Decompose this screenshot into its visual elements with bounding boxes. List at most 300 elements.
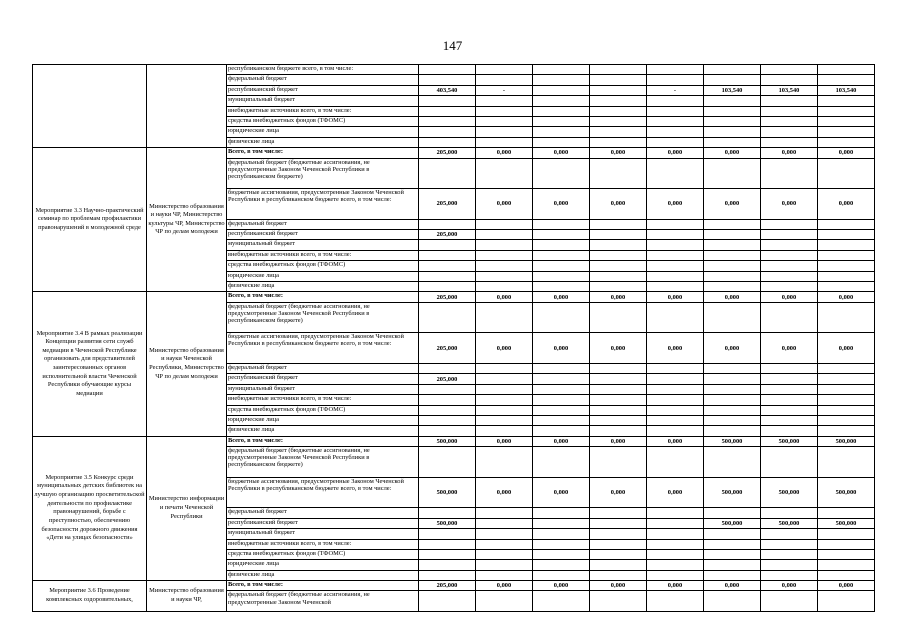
amount-cell — [419, 364, 476, 374]
amount-cell: 500,000 — [818, 436, 875, 446]
amount-cell — [818, 230, 875, 240]
amount-cell — [476, 96, 533, 106]
amount-cell — [647, 96, 704, 106]
amount-cell: 0,000 — [590, 148, 647, 158]
amount-cell — [590, 405, 647, 415]
amount-cell — [533, 219, 590, 229]
amount-cell — [647, 374, 704, 384]
amount-cell: 103,540 — [704, 85, 761, 95]
event-cell: Мероприятие 3.5 Конкурс среди муниципальных детских библиотек на лучшую организацию просветительской деятельности по профилактике правонарушений, борьбе с преступностью, обеспечению безопасности дорожного движения «Дети на улицах безопасности» — [33, 436, 147, 580]
amount-cell — [533, 116, 590, 126]
amount-cell — [476, 250, 533, 260]
amount-cell — [476, 127, 533, 137]
funding-source-label: средства внебюджетных фондов (ТФОМС) — [227, 116, 419, 126]
amount-cell — [590, 271, 647, 281]
amount-cell — [704, 591, 761, 611]
amount-cell — [704, 539, 761, 549]
amount-cell — [476, 560, 533, 570]
executor-cell — [147, 65, 227, 148]
amount-cell — [533, 85, 590, 95]
amount-cell — [419, 508, 476, 518]
funding-source-label: федеральный бюджет (бюджетные ассигнования, не предусмотренные Законом Чеченской Республики в республиканском бюджете) — [227, 447, 419, 478]
amount-cell — [818, 508, 875, 518]
amount-cell — [533, 75, 590, 85]
amount-cell: 0,000 — [476, 436, 533, 446]
amount-cell — [533, 395, 590, 405]
amount-cell — [647, 230, 704, 240]
amount-cell — [590, 539, 647, 549]
amount-cell: 0,000 — [818, 333, 875, 364]
funding-source-label: средства внебюджетных фондов (ТФОМС) — [227, 261, 419, 271]
amount-cell — [761, 75, 818, 85]
amount-cell — [590, 426, 647, 436]
amount-cell — [761, 302, 818, 333]
funding-source-label: муниципальный бюджет — [227, 240, 419, 250]
amount-cell — [818, 158, 875, 189]
amount-cell — [419, 271, 476, 281]
amount-cell: 205,000 — [419, 292, 476, 302]
amount-cell — [704, 137, 761, 147]
amount-cell — [419, 261, 476, 271]
amount-cell — [761, 539, 818, 549]
amount-cell — [647, 405, 704, 415]
amount-cell — [818, 549, 875, 559]
amount-cell: 0,000 — [704, 292, 761, 302]
funding-source-label: муниципальный бюджет — [227, 96, 419, 106]
amount-cell — [761, 570, 818, 580]
amount-cell — [704, 508, 761, 518]
funding-source-label: юридические лица — [227, 560, 419, 570]
amount-cell — [476, 395, 533, 405]
amount-cell — [761, 426, 818, 436]
table-row — [33, 65, 875, 75]
funding-source-label: федеральный бюджет (бюджетные ассигнования, не предусмотренные Законом Чеченской Республики в республиканском бюджете) — [227, 158, 419, 189]
amount-cell — [818, 65, 875, 75]
amount-cell — [704, 364, 761, 374]
amount-cell — [476, 426, 533, 436]
amount-cell — [647, 106, 704, 116]
amount-cell: 0,000 — [761, 581, 818, 591]
amount-cell — [476, 219, 533, 229]
amount-cell — [818, 137, 875, 147]
amount-cell — [761, 261, 818, 271]
amount-cell — [533, 271, 590, 281]
amount-cell: 205,000 — [419, 581, 476, 591]
amount-cell — [476, 261, 533, 271]
amount-cell: 0,000 — [533, 292, 590, 302]
funding-source-label: Всего, в том числе: — [227, 148, 419, 158]
amount-cell — [476, 240, 533, 250]
amount-cell — [818, 271, 875, 281]
funding-source-label: федеральный бюджет — [227, 508, 419, 518]
amount-cell — [419, 384, 476, 394]
amount-cell — [533, 282, 590, 292]
amount-cell: 205,000 — [419, 189, 476, 220]
amount-cell — [761, 549, 818, 559]
amount-cell — [761, 374, 818, 384]
amount-cell — [647, 158, 704, 189]
amount-cell — [761, 158, 818, 189]
funding-source-label: средства внебюджетных фондов (ТФОМС) — [227, 549, 419, 559]
funding-source-label: внебюджетные источники всего, в том числе: — [227, 250, 419, 260]
amount-cell — [704, 116, 761, 126]
amount-cell — [761, 250, 818, 260]
funding-source-label: внебюджетные источники всего, в том числе: — [227, 106, 419, 116]
amount-cell — [590, 374, 647, 384]
amount-cell: 0,000 — [533, 477, 590, 508]
amount-cell — [818, 539, 875, 549]
amount-cell: 500,000 — [419, 436, 476, 446]
amount-cell — [476, 106, 533, 116]
amount-cell: 0,000 — [590, 292, 647, 302]
amount-cell: 205,000 — [419, 374, 476, 384]
amount-cell: 0,000 — [533, 581, 590, 591]
amount-cell: 500,000 — [761, 477, 818, 508]
amount-cell — [647, 364, 704, 374]
amount-cell — [533, 96, 590, 106]
amount-cell — [761, 395, 818, 405]
amount-cell — [818, 302, 875, 333]
amount-cell — [647, 570, 704, 580]
amount-cell — [761, 415, 818, 425]
amount-cell — [818, 106, 875, 116]
amount-cell: 0,000 — [647, 292, 704, 302]
amount-cell — [647, 395, 704, 405]
amount-cell — [590, 85, 647, 95]
amount-cell — [533, 508, 590, 518]
amount-cell: 0,000 — [704, 333, 761, 364]
amount-cell — [590, 65, 647, 75]
amount-cell — [533, 539, 590, 549]
amount-cell — [476, 364, 533, 374]
amount-cell — [818, 240, 875, 250]
funding-source-label: физические лица — [227, 282, 419, 292]
amount-cell: 0,000 — [533, 148, 590, 158]
amount-cell — [704, 75, 761, 85]
amount-cell: 0,000 — [818, 148, 875, 158]
amount-cell: 0,000 — [590, 333, 647, 364]
amount-cell — [476, 518, 533, 528]
amount-cell — [590, 549, 647, 559]
amount-cell — [704, 415, 761, 425]
funding-source-label: бюджетные ассигнования, предусмотренные Законом Чеченской Республики в республиканском бюджете всего, в том числе: — [227, 477, 419, 508]
amount-cell — [647, 447, 704, 478]
amount-cell — [533, 158, 590, 189]
funding-source-label: республиканском бюджете всего, в том числе: — [227, 65, 419, 75]
amount-cell: 0,000 — [647, 436, 704, 446]
amount-cell — [647, 549, 704, 559]
amount-cell: 0,000 — [590, 436, 647, 446]
amount-cell — [419, 302, 476, 333]
event-cell: Мероприятие 3.3 Научно-практический семинар по проблемам профилактики правонарушений в молодежной среде — [33, 148, 147, 292]
amount-cell — [533, 591, 590, 611]
amount-cell — [476, 271, 533, 281]
amount-cell — [419, 282, 476, 292]
amount-cell: - — [647, 85, 704, 95]
amount-cell — [590, 75, 647, 85]
amount-cell: 500,000 — [818, 518, 875, 528]
amount-cell — [704, 230, 761, 240]
amount-cell — [704, 570, 761, 580]
amount-cell — [761, 447, 818, 478]
amount-cell — [704, 158, 761, 189]
amount-cell: 0,000 — [818, 189, 875, 220]
budget-table — [32, 64, 875, 612]
amount-cell — [419, 539, 476, 549]
amount-cell: 0,000 — [704, 148, 761, 158]
amount-cell — [761, 116, 818, 126]
amount-cell — [818, 415, 875, 425]
amount-cell — [476, 158, 533, 189]
amount-cell — [533, 302, 590, 333]
amount-cell — [419, 65, 476, 75]
amount-cell — [590, 261, 647, 271]
funding-source-label: республиканский бюджет — [227, 230, 419, 240]
amount-cell: 0,000 — [533, 189, 590, 220]
amount-cell: - — [476, 85, 533, 95]
amount-cell — [419, 106, 476, 116]
amount-cell — [476, 447, 533, 478]
amount-cell: 0,000 — [476, 333, 533, 364]
amount-cell — [419, 426, 476, 436]
amount-cell: 0,000 — [761, 333, 818, 364]
amount-cell — [476, 570, 533, 580]
amount-cell — [704, 65, 761, 75]
funding-source-label: республиканский бюджет — [227, 518, 419, 528]
amount-cell: 0,000 — [476, 581, 533, 591]
amount-cell — [818, 364, 875, 374]
amount-cell — [476, 591, 533, 611]
amount-cell — [590, 250, 647, 260]
amount-cell — [419, 570, 476, 580]
amount-cell — [476, 75, 533, 85]
amount-cell — [761, 137, 818, 147]
amount-cell — [704, 384, 761, 394]
page-number: 147 — [442, 38, 463, 53]
amount-cell: 0,000 — [647, 333, 704, 364]
amount-cell — [818, 219, 875, 229]
amount-cell — [818, 570, 875, 580]
amount-cell — [590, 560, 647, 570]
amount-cell — [818, 96, 875, 106]
amount-cell — [704, 395, 761, 405]
amount-cell — [419, 529, 476, 539]
amount-cell — [761, 271, 818, 281]
amount-cell — [476, 539, 533, 549]
amount-cell — [590, 384, 647, 394]
funding-source-label: юридические лица — [227, 415, 419, 425]
amount-cell: 205,000 — [419, 230, 476, 240]
amount-cell — [533, 364, 590, 374]
funding-source-label: физические лица — [227, 570, 419, 580]
funding-source-label: федеральный бюджет (бюджетные ассигнования, не предусмотренные Законом Чеченской — [227, 591, 419, 611]
amount-cell — [704, 127, 761, 137]
amount-cell — [818, 529, 875, 539]
table-row — [33, 436, 875, 446]
amount-cell — [761, 508, 818, 518]
amount-cell — [704, 106, 761, 116]
amount-cell — [590, 364, 647, 374]
amount-cell — [533, 137, 590, 147]
amount-cell — [476, 230, 533, 240]
amount-cell — [419, 415, 476, 425]
amount-cell — [761, 219, 818, 229]
amount-cell: 0,000 — [761, 148, 818, 158]
funding-source-label: республиканский бюджет — [227, 374, 419, 384]
amount-cell: 500,000 — [818, 477, 875, 508]
event-cell — [33, 65, 147, 148]
amount-cell — [419, 560, 476, 570]
amount-cell — [419, 549, 476, 559]
amount-cell: 0,000 — [818, 292, 875, 302]
amount-cell: 500,000 — [704, 477, 761, 508]
amount-cell — [704, 250, 761, 260]
amount-cell: 0,000 — [590, 581, 647, 591]
amount-cell — [476, 405, 533, 415]
funding-source-label: Всего, в том числе: — [227, 436, 419, 446]
amount-cell — [419, 219, 476, 229]
event-cell: Мероприятие 3.6 Проведение комплексных оздоровительных, — [33, 581, 147, 612]
amount-cell: 103,540 — [818, 85, 875, 95]
amount-cell — [704, 426, 761, 436]
amount-cell — [476, 384, 533, 394]
amount-cell — [647, 426, 704, 436]
amount-cell — [704, 447, 761, 478]
amount-cell: 500,000 — [419, 477, 476, 508]
amount-cell — [761, 364, 818, 374]
amount-cell — [533, 261, 590, 271]
amount-cell — [647, 529, 704, 539]
funding-source-label: Всего, в том числе: — [227, 292, 419, 302]
amount-cell — [590, 219, 647, 229]
amount-cell — [704, 374, 761, 384]
funding-source-label: бюджетные ассигнования, предусмотренные Законом Чеченской Республики в республиканском бюджете всего, в том числе: — [227, 333, 419, 364]
amount-cell: 0,000 — [647, 581, 704, 591]
funding-source-label: муниципальный бюджет — [227, 529, 419, 539]
amount-cell — [476, 116, 533, 126]
amount-cell — [419, 137, 476, 147]
amount-cell: 0,000 — [704, 189, 761, 220]
amount-cell — [533, 560, 590, 570]
amount-cell — [590, 240, 647, 250]
amount-cell — [761, 65, 818, 75]
amount-cell — [818, 282, 875, 292]
amount-cell — [590, 116, 647, 126]
amount-cell — [419, 395, 476, 405]
amount-cell — [533, 250, 590, 260]
amount-cell: 0,000 — [533, 436, 590, 446]
amount-cell: 0,000 — [533, 333, 590, 364]
amount-cell — [761, 282, 818, 292]
amount-cell — [590, 96, 647, 106]
amount-cell: 205,000 — [419, 333, 476, 364]
amount-cell — [761, 405, 818, 415]
amount-cell: 500,000 — [761, 436, 818, 446]
amount-cell — [647, 384, 704, 394]
amount-cell — [647, 415, 704, 425]
amount-cell — [419, 75, 476, 85]
amount-cell — [647, 518, 704, 528]
amount-cell — [590, 127, 647, 137]
amount-cell — [704, 219, 761, 229]
amount-cell — [533, 384, 590, 394]
amount-cell — [818, 116, 875, 126]
amount-cell — [476, 549, 533, 559]
amount-cell — [704, 560, 761, 570]
amount-cell: 403,540 — [419, 85, 476, 95]
amount-cell — [476, 65, 533, 75]
amount-cell: 0,000 — [476, 189, 533, 220]
amount-cell: 103,540 — [761, 85, 818, 95]
amount-cell — [704, 271, 761, 281]
amount-cell — [533, 374, 590, 384]
amount-cell — [590, 282, 647, 292]
amount-cell: 0,000 — [761, 292, 818, 302]
amount-cell — [647, 127, 704, 137]
amount-cell — [704, 261, 761, 271]
amount-cell — [533, 230, 590, 240]
amount-cell — [533, 240, 590, 250]
funding-source-label: физические лица — [227, 137, 419, 147]
amount-cell — [704, 405, 761, 415]
amount-cell — [761, 127, 818, 137]
amount-cell — [818, 405, 875, 415]
amount-cell — [761, 560, 818, 570]
amount-cell — [647, 591, 704, 611]
amount-cell — [647, 116, 704, 126]
amount-cell — [590, 529, 647, 539]
amount-cell — [647, 250, 704, 260]
amount-cell — [476, 508, 533, 518]
amount-cell — [533, 570, 590, 580]
amount-cell — [761, 591, 818, 611]
amount-cell — [818, 384, 875, 394]
amount-cell — [647, 240, 704, 250]
amount-cell — [818, 395, 875, 405]
amount-cell — [704, 282, 761, 292]
amount-cell — [761, 96, 818, 106]
amount-cell — [476, 374, 533, 384]
amount-cell — [590, 230, 647, 240]
funding-source-label: федеральный бюджет — [227, 364, 419, 374]
amount-cell: 0,000 — [818, 581, 875, 591]
amount-cell — [647, 560, 704, 570]
amount-cell — [533, 426, 590, 436]
amount-cell — [590, 158, 647, 189]
amount-cell — [647, 261, 704, 271]
amount-cell — [761, 384, 818, 394]
funding-source-label: республиканский бюджет — [227, 85, 419, 95]
amount-cell: 0,000 — [476, 477, 533, 508]
amount-cell — [818, 447, 875, 478]
amount-cell — [533, 518, 590, 528]
amount-cell — [818, 75, 875, 85]
amount-cell — [419, 447, 476, 478]
amount-cell — [533, 106, 590, 116]
amount-cell — [590, 106, 647, 116]
amount-cell: 0,000 — [476, 292, 533, 302]
amount-cell — [590, 508, 647, 518]
amount-cell: 0,000 — [590, 477, 647, 508]
amount-cell — [761, 230, 818, 240]
funding-source-label: федеральный бюджет (бюджетные ассигнования, не предусмотренные Законом Чеченской Республики в республиканском бюджете) — [227, 302, 419, 333]
amount-cell — [647, 508, 704, 518]
amount-cell: 0,000 — [704, 581, 761, 591]
amount-cell — [533, 415, 590, 425]
amount-cell — [419, 158, 476, 189]
amount-cell: 0,000 — [647, 189, 704, 220]
amount-cell: 0,000 — [761, 189, 818, 220]
